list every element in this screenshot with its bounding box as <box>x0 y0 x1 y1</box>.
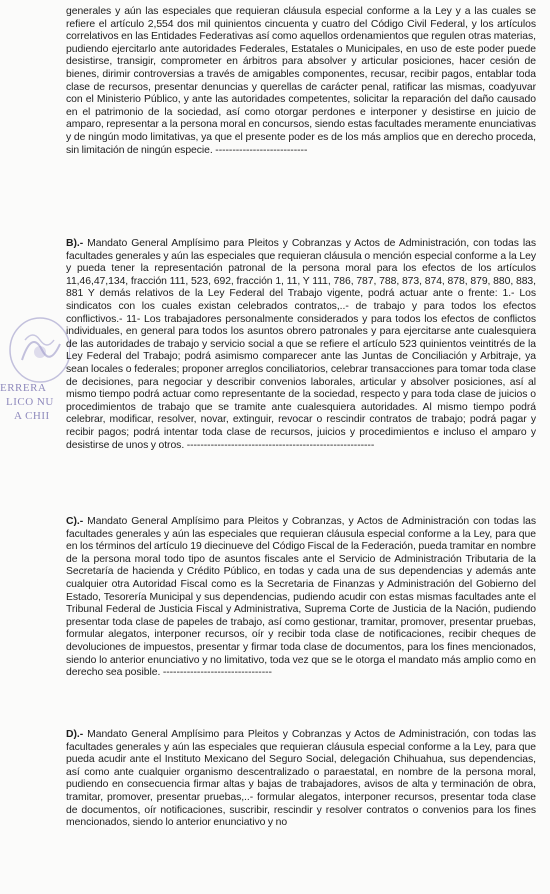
paragraph-a-continuation <box>66 6 536 157</box>
stamp-line-1: ERRERA <box>0 382 47 394</box>
paragraph-text: Mandato General Amplísimo para Pleitos y Cobranzas y Actos de Administración, con todas las facultades generales y aún las especiales que requieran cláusula especial conforme a la Ley, para que pueda acudir ante el Instituto Mexicano del Seguro Social, delegación Chihuahua, sus dependencias, así como ante cualquier organismo descentralizado o paraestatal, en nombre de la persona moral, pudiendo en consecuencia firmar altas y bajas de trabajadores, avisos de alta y terminación de obra, tramitar, promover, presentar pruebas,..- formular alegatos, interponer recursos, presentar toda clase de documentos, oír notificaciones, suscribir, rescindir y resolver contratos o convenios para los fines mencionados, siendo lo anterior enunciativo y no <box>66 729 536 829</box>
stamp-line-2: LICO NU <box>6 396 54 408</box>
paragraph-text: generales y aún las especiales que requieran cláusula especial conforme a la Ley y a las cuales se refiere el artículo 2,554 dos mil quinientos cincuenta y cuatro del Código Civil Federal, y los artículos correlativos en las Entidades Federativas así como aquellos ordenamientos que regulen otras materias, pudiendo ejercitarlo ante autoridades Federales, Estatales o Municipales, en uso de este poder puede desistirse, transigir, comprometer en árbitros para absolver y articular posiciones, hacer cesión de bienes, dirimir controversias a través de amigables componentes, recusar, recibir pagos, entablar toda clase de recursos, presentar denuncias y querellas de carácter penal, ratificar las mismas, coadyuvar con el Ministerio Público, y ante las autoridades competentes, solicitar la reparación del daño causado en el patrimonio de la sociedad, así como otorgar perdones e interponer y desistirse en juicio de amparo, representar a la persona moral en concursos, siendo estas facultades meramente enunciativas y de ningún modo limitativas, ya que el presente poder es de los más amplios que en derecho proceda, sin limitación de ningún especie. --------------------------- <box>66 6 536 156</box>
paragraph-text: Mandato General Amplísimo para Pleitos y Cobranzas, y Actos de Administración con todas las facultades generales y aún las especiales que requieran cláusula especial conforme a la Ley, para que en los términos del artículo 19 diecinueve del Código Fiscal de la Federación, pueda tramitar en nombre de la persona moral todo tipo de asuntos fiscales ante el Servicio de Administración Tributaria de la Secretaría de hacienda y Crédito Público, en todas y cada una de sus dependencias y además ante cualquier otra Autoridad Fiscal como es la Secretaria de Finanzas y Administración del Gobierno del Estado, Tesorería Municipal y sus dependencias, pudiendo acudir con estas mismas facultades ante el Tribunal Federal de Justicia Fiscal y Administrativa, Suprema Corte de Justicia de la Nación, pudiendo presentar toda clase de papeles de trabajo, así como gestionar, tramitar, promover, presentar pruebas, formular alegatos, interponer recursos, oír y recibir toda clase de notificaciones, recibir cheques de devoluciones de impuestos, presentar y firmar toda clase de documentos, para los fines mencionados, siendo lo anterior enunciativo y no limitativo, toda vez que se le otorga el mandato más amplio como en derecho sea posible. -------------------------------- <box>66 516 536 679</box>
paragraph-c <box>66 516 536 680</box>
paragraph-b <box>66 238 536 452</box>
paragraph-lead: C).- <box>66 516 84 527</box>
paragraph-lead: D).- <box>66 729 84 740</box>
paragraph-text: Mandato General Amplísimo para Pleitos y Cobranzas y Actos de Administración, con todas las facultades generales y aún las especiales que requieran cláusula o mención especial conforme a la Ley y pueda tener la representación patronal de la persona moral para los efectos de los artículos 11,46,47,134, fracción 111, 523, 692, fracción 1, 11, Y 111, 786, 787, 788, 873, 874, 878, 879, 880, 883, 881 Y demás relativos de la Ley Federal del Trabajo vigente, podrá actuar ante o frente: 1.- Los sindicatos con los cuales existan celebrados contratos,..- de trabajo y para todos los efectos conflictivos.- 11- Los trabajadores personalmente considerados y para todos los efectos de conflictos individuales, en general para todos los asuntos obrero patronales y para ejercitarse ante cualesquiera de las autoridades de trabajo y servicio social a que se refiere el artículo 523 quinientos veintitrés de la Ley Federal del Trabajo; podrá asimismo comparecer ante las Juntas de Conciliación y Arbitraje, ya sean locales o federales; proponer arreglos conciliatorios, celebrar transacciones para tomar toda clase de decisiones, para negociar y describir convenios laborales, articular y absolver posiciones, así al mismo tiempo podrá actuar como representante de la sociedad, respecto y para toda clase de juicios o procedimientos de trabajo que se tramite ante cualesquiera autoridades. Al mismo tiempo podrá celebrar, modificar, resolver, novar, extinguir, revocar o rescindir contratos de trabajo; podrá pagar y recibir pagos; podrá intentar toda clase de recursos, juicios y procedimientos e incluso el amparo y desistirse de unos y otros. ------------------------------------------------------- <box>66 238 536 451</box>
stamp-line-3: A CHII <box>14 410 50 422</box>
paragraph-lead: B).- <box>66 238 84 249</box>
paragraph-d <box>66 729 536 830</box>
seal-emblem-icon <box>0 300 70 440</box>
notary-seal-stamp <box>0 300 70 440</box>
